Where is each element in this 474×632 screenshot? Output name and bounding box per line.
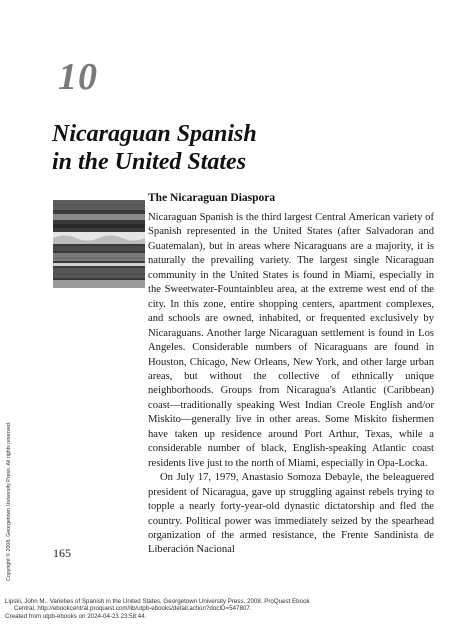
page-number: 165: [53, 546, 71, 560]
chapter-number: 10: [58, 56, 98, 98]
citation-footer: [5, 598, 465, 620]
chapter-title: [52, 120, 257, 176]
footer-line-3: Created from utpb-ebooks on 2024-04-23 23:58:44.: [5, 612, 147, 620]
paragraph: Nicaraguan Spanish is the third largest Central American variety of Spanish represented in the United States (after Salvadoran and Guatemalan), but in areas where Nicaraguans are a majority, it is naturally the prevailing variety. The largest single Nicaraguan community in the United States is found in Miami, especially in the Sweetwater-Fountainbleu area, at the extreme west end of the city. In this zone, entire shopping centers, apartment complexes, and schools are owned, inhabited, or frequented exclusively by Nicaraguans. Another large Nicaraguan settlement is found in Los Angeles. Considerable numbers of Nicaraguans are found in Houston, Chicago, New Orleans, New York, and other large urban areas, but without the collective of ethnically unique neighborhoods. Groups from Nicaragua's Atlantic (Caribbean) coast—traditionally speaking West Indian Creole English and/or Miskito—generally live in other areas. Some Miskito fishermen have taken up residence around Port Arthur, Texas, while a considerable number of black, English-speaking Atlantic coast residents live just to the north of Miami, especially in Opa-Locka.: [148, 212, 434, 469]
chapter-title-line-1: Nicaraguan Spanish: [52, 121, 257, 147]
section-heading: The Nicaraguan Diaspora: [148, 192, 276, 204]
footer-line-1: Lipski, John M.. Varieties of Spanish in the United States, Georgetown University Press, 2008. ProQuest Ebook: [5, 598, 310, 605]
paragraph: On July 17, 1979, Anastasio Somoza Debayle, the beleaguered president of Nicaragua, gave up struggling against rebels trying to topple a nearly forty-year-old dynastic dictatorship and fled the country. Political power was immediately seized by the spearhead organization of the armed resistance, the Frente Sandinista de Liberación Nacional: [148, 472, 434, 556]
body-text: [148, 211, 434, 558]
footer-line-2: Central, http://ebookcentral.proquest.com/lib/utpb-ebooks/detail.action?docID=547807.: [14, 605, 252, 613]
chapter-title-line-2: in the United States: [52, 149, 247, 175]
decorative-ornament-image: [53, 200, 145, 288]
copyright-notice: Copyright © 2008. Georgetown University Press. All rights reserved.: [6, 421, 12, 581]
